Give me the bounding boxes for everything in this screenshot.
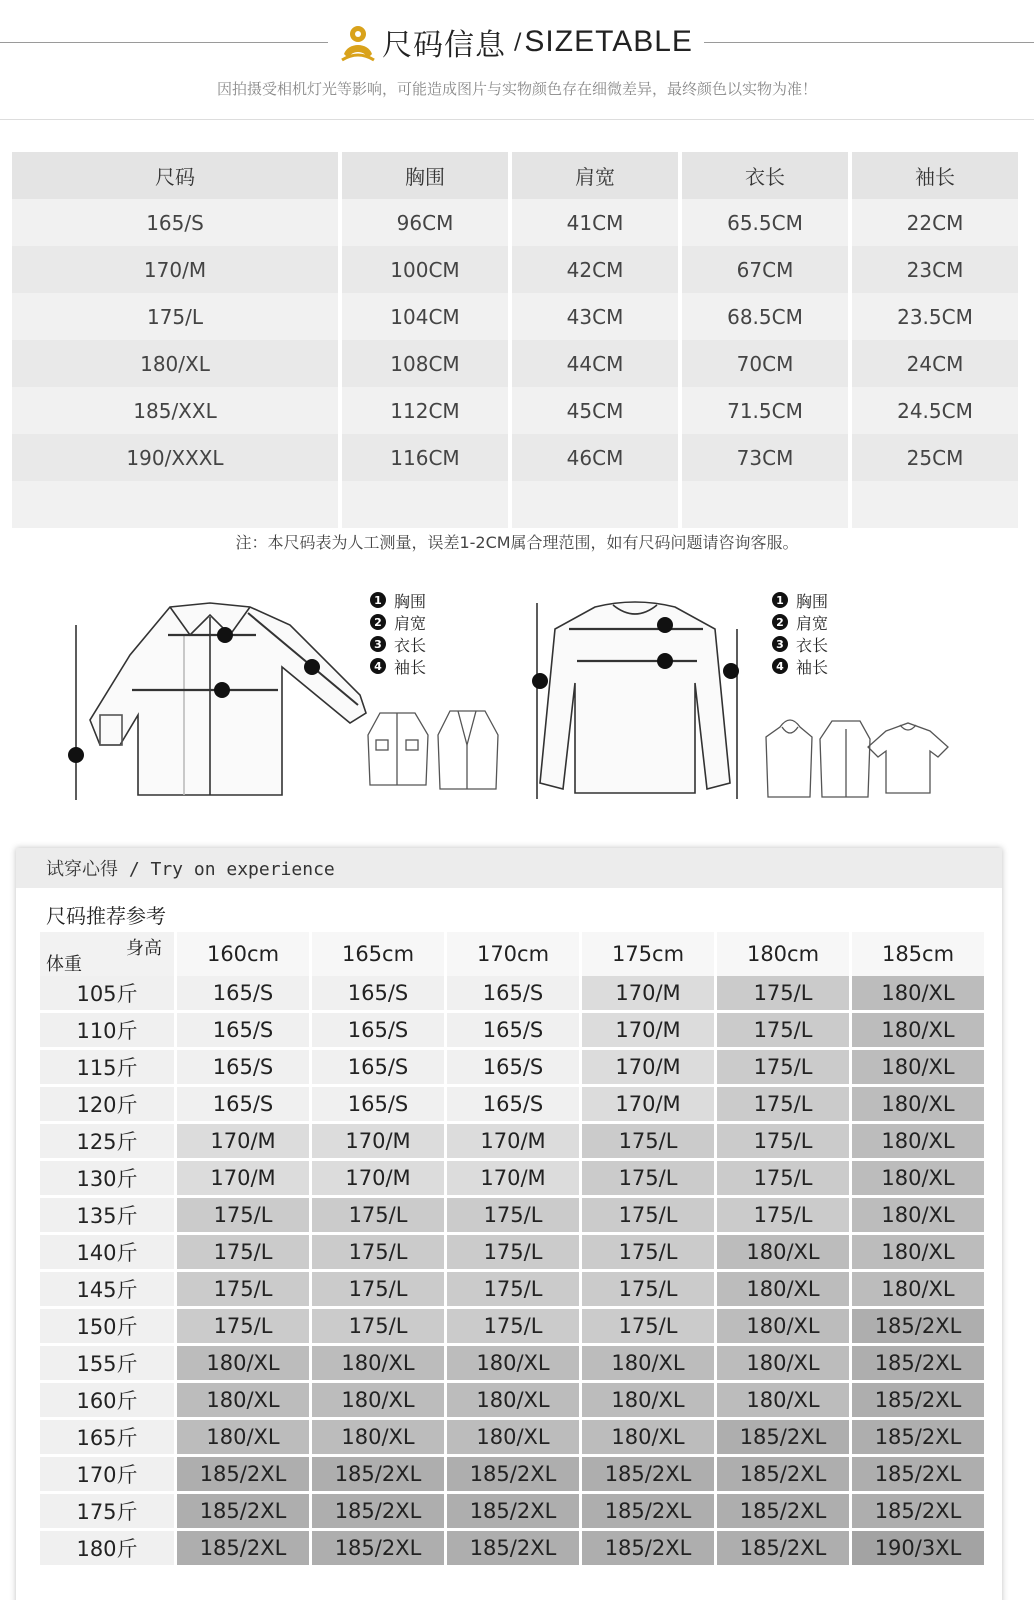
recommendation-subtitle: 尺码推荐参考 (46, 904, 166, 928)
size-cell: 180/XL (852, 1124, 984, 1161)
legend-number: 1 (772, 592, 788, 608)
color-disclaimer: 因拍摄受相机灯光等影响，可能造成图片与实物颜色存在细微差异，最终颜色以实物为准！ (216, 80, 817, 98)
marker-2-icon (657, 617, 673, 633)
size-cell: 185/2XL (177, 1531, 309, 1568)
weight-label: 175斤 (40, 1494, 174, 1531)
jacket-thumbnails-icon (360, 705, 505, 800)
size-cell: 180/XL (312, 1383, 444, 1420)
size-cell: 165/S (177, 1087, 309, 1124)
top-thumbnails-icon (760, 713, 955, 803)
size-cell: 185/2XL (177, 1494, 309, 1531)
size-cell: 185/2XL (312, 1457, 444, 1494)
size-cell: 180/XL (312, 1346, 444, 1383)
size-table-header (12, 152, 1022, 199)
size-cell: 175/L (717, 1050, 849, 1087)
size-cell: 175/L (582, 1161, 714, 1198)
table-row (12, 434, 1022, 481)
size-cell: 175/L (717, 1161, 849, 1198)
size-cell: 185/2XL (852, 1420, 984, 1457)
size-cell: 180/XL (852, 1161, 984, 1198)
size-cell: 175/L (582, 1309, 714, 1346)
size-cell: 180/XL (717, 1383, 849, 1420)
table-row (40, 1124, 982, 1161)
table-cell: 190/XXXL (12, 434, 338, 481)
table-cell: 46CM (512, 434, 678, 481)
size-cell: 180/XL (852, 1198, 984, 1235)
marker-2-icon (217, 627, 233, 643)
table-cell (512, 481, 678, 528)
size-cell: 165/S (447, 1087, 579, 1124)
size-cell: 165/S (177, 976, 309, 1013)
legend-item (772, 633, 828, 655)
size-cell: 175/L (582, 1235, 714, 1272)
legend-number: 3 (772, 636, 788, 652)
table-cell: 185/XXL (12, 387, 338, 434)
size-cell: 175/L (582, 1124, 714, 1161)
legend-number: 2 (370, 614, 386, 630)
height-header: 165cm (312, 932, 444, 976)
size-cell: 185/2XL (582, 1457, 714, 1494)
table-cell: 70CM (682, 340, 848, 387)
legend-item (772, 611, 828, 633)
legend-item (370, 611, 426, 633)
size-cell: 180/XL (852, 1050, 984, 1087)
size-cell: 180/XL (852, 1087, 984, 1124)
size-recommendation-card (16, 848, 1002, 1600)
legend-label: 肩宽 (796, 613, 829, 633)
size-cell: 185/2XL (717, 1420, 849, 1457)
table-row (40, 1087, 982, 1124)
size-cell: 175/L (447, 1198, 579, 1235)
size-table (12, 152, 1022, 528)
size-cell: 170/M (177, 1161, 309, 1198)
table-cell: 65.5CM (682, 199, 848, 246)
size-cell: 180/XL (717, 1272, 849, 1309)
table-cell: 67CM (682, 246, 848, 293)
size-cell: 165/S (447, 1013, 579, 1050)
table-cell: 23.5CM (852, 293, 1018, 340)
size-cell: 185/2XL (852, 1457, 984, 1494)
try-on-header: 试穿心得 / Try on experience (16, 848, 1002, 888)
table-cell: 116CM (342, 434, 508, 481)
size-cell: 185/2XL (312, 1531, 444, 1568)
table-cell (342, 481, 508, 528)
size-cell: 180/XL (717, 1309, 849, 1346)
legend-label: 胸围 (796, 591, 829, 611)
weight-label: 130斤 (40, 1161, 174, 1198)
size-cell: 185/2XL (717, 1494, 849, 1531)
table-cell (12, 481, 338, 528)
size-cell: 185/2XL (447, 1457, 579, 1494)
weight-label: 105斤 (40, 976, 174, 1013)
legend-item (370, 655, 426, 677)
height-header: 160cm (177, 932, 309, 976)
column-header: 胸围 (342, 152, 508, 199)
brand-logo-icon (338, 20, 378, 64)
column-header: 肩宽 (512, 152, 678, 199)
size-cell: 180/XL (447, 1420, 579, 1457)
measurement-diagram (0, 585, 1034, 820)
size-cell: 170/M (447, 1161, 579, 1198)
size-cell: 165/S (447, 976, 579, 1013)
size-cell: 180/XL (717, 1235, 849, 1272)
header-title (338, 18, 698, 66)
size-cell: 185/2XL (852, 1494, 984, 1531)
legend-number: 3 (370, 636, 386, 652)
weight-label: 160斤 (40, 1383, 174, 1420)
size-cell: 170/M (177, 1124, 309, 1161)
size-cell: 175/L (177, 1235, 309, 1272)
header-rule-right (704, 42, 1034, 43)
table-row-empty (12, 481, 1022, 528)
size-cell: 175/L (447, 1235, 579, 1272)
legend-item (370, 633, 426, 655)
size-cell: 185/2XL (447, 1531, 579, 1568)
marker-3-icon (68, 747, 84, 763)
table-row (40, 1531, 982, 1568)
size-cell: 175/L (717, 1124, 849, 1161)
size-cell: 175/L (177, 1198, 309, 1235)
grid-corner (40, 932, 174, 976)
table-row (40, 1198, 982, 1235)
size-cell: 180/XL (582, 1420, 714, 1457)
table-cell: 25CM (852, 434, 1018, 481)
size-cell: 170/M (582, 1087, 714, 1124)
height-axis-label: 身高 (126, 938, 162, 959)
legend-number: 4 (772, 658, 788, 674)
table-row (40, 1235, 982, 1272)
size-cell: 185/2XL (177, 1457, 309, 1494)
table-row (40, 976, 982, 1013)
size-cell: 170/M (582, 1050, 714, 1087)
table-cell: 165/S (12, 199, 338, 246)
table-cell: 23CM (852, 246, 1018, 293)
table-cell: 96CM (342, 199, 508, 246)
legend-left (370, 589, 426, 677)
size-cell: 185/2XL (717, 1531, 849, 1568)
table-row (12, 199, 1022, 246)
size-cell: 175/L (177, 1309, 309, 1346)
table-row (12, 340, 1022, 387)
table-cell: 175/L (12, 293, 338, 340)
size-cell: 165/S (312, 976, 444, 1013)
weight-label: 145斤 (40, 1272, 174, 1309)
table-row (40, 1420, 982, 1457)
size-cell: 185/2XL (852, 1309, 984, 1346)
legend-number: 4 (370, 658, 386, 674)
size-cell: 185/2XL (582, 1531, 714, 1568)
height-header: 185cm (852, 932, 984, 976)
table-cell (682, 481, 848, 528)
marker-4-icon (723, 663, 739, 679)
weight-label: 140斤 (40, 1235, 174, 1272)
table-cell: 104CM (342, 293, 508, 340)
size-cell: 175/L (447, 1272, 579, 1309)
size-cell: 170/M (312, 1161, 444, 1198)
table-row (40, 1050, 982, 1087)
weight-label: 180斤 (40, 1531, 174, 1568)
size-cell: 165/S (312, 1013, 444, 1050)
size-cell: 175/L (447, 1309, 579, 1346)
header-title-cn: 尺码信息 (382, 28, 506, 63)
size-cell: 185/2XL (852, 1383, 984, 1420)
marker-3-icon (532, 673, 548, 689)
size-cell: 170/M (447, 1124, 579, 1161)
table-cell: 22CM (852, 199, 1018, 246)
table-row (40, 1309, 982, 1346)
table-row (40, 1494, 982, 1531)
table-cell: 68.5CM (682, 293, 848, 340)
size-cell: 175/L (312, 1272, 444, 1309)
shirt-illustration (60, 595, 370, 810)
table-row (40, 1272, 982, 1309)
column-header: 衣长 (682, 152, 848, 199)
marker-1-icon (214, 682, 230, 698)
size-cell: 180/XL (177, 1383, 309, 1420)
table-cell: 73CM (682, 434, 848, 481)
legend-number: 2 (772, 614, 788, 630)
legend-label: 衣长 (394, 635, 427, 655)
table-row (12, 246, 1022, 293)
size-cell: 165/S (177, 1050, 309, 1087)
size-cell: 180/XL (177, 1420, 309, 1457)
size-cell: 180/XL (717, 1346, 849, 1383)
size-cell: 175/L (717, 1198, 849, 1235)
weight-label: 170斤 (40, 1457, 174, 1494)
size-cell: 180/XL (312, 1420, 444, 1457)
height-header: 180cm (717, 932, 849, 976)
size-cell: 175/L (312, 1235, 444, 1272)
table-row (40, 1013, 982, 1050)
marker-1-icon (657, 653, 673, 669)
size-cell: 170/M (582, 1013, 714, 1050)
height-header-row (40, 932, 982, 976)
table-row (40, 1383, 982, 1420)
legend-item (772, 655, 828, 677)
weight-label: 125斤 (40, 1124, 174, 1161)
weight-label: 115斤 (40, 1050, 174, 1087)
table-cell: 24CM (852, 340, 1018, 387)
table-cell: 42CM (512, 246, 678, 293)
table-cell: 24.5CM (852, 387, 1018, 434)
weight-label: 155斤 (40, 1346, 174, 1383)
size-cell: 180/XL (447, 1346, 579, 1383)
table-row (12, 387, 1022, 434)
table-cell: 180/XL (12, 340, 338, 387)
weight-label: 135斤 (40, 1198, 174, 1235)
table-cell: 43CM (512, 293, 678, 340)
header-title-en: SIZETABLE (524, 25, 693, 58)
legend-label: 袖长 (796, 657, 829, 677)
size-cell: 180/XL (852, 976, 984, 1013)
sweater-illustration (525, 593, 755, 808)
legend-right (772, 589, 828, 677)
weight-axis-label: 体重 (46, 954, 82, 975)
size-cell: 175/L (582, 1272, 714, 1309)
legend-label: 袖长 (394, 657, 427, 677)
weight-label: 120斤 (40, 1087, 174, 1124)
size-cell: 175/L (312, 1198, 444, 1235)
measurement-footnote: 注：本尺码表为人工测量，误差1-2CM属合理范围，如有尺码问题请咨询客服。 (235, 533, 799, 552)
size-cell: 175/L (177, 1272, 309, 1309)
table-row (40, 1457, 982, 1494)
size-cell: 165/S (312, 1050, 444, 1087)
legend-label: 衣长 (796, 635, 829, 655)
size-cell: 180/XL (582, 1346, 714, 1383)
header-rule-left (0, 42, 328, 43)
size-cell: 175/L (717, 1013, 849, 1050)
recommendation-grid (40, 932, 982, 1568)
weight-label: 110斤 (40, 1013, 174, 1050)
table-cell: 44CM (512, 340, 678, 387)
size-cell: 175/L (717, 976, 849, 1013)
size-cell: 180/XL (582, 1383, 714, 1420)
size-cell: 180/XL (447, 1383, 579, 1420)
table-cell (852, 481, 1018, 528)
size-cell: 175/L (312, 1309, 444, 1346)
weight-label: 165斤 (40, 1420, 174, 1457)
size-cell: 170/M (312, 1124, 444, 1161)
table-cell: 112CM (342, 387, 508, 434)
table-cell: 45CM (512, 387, 678, 434)
marker-4-icon (304, 659, 320, 675)
size-cell: 185/2XL (852, 1346, 984, 1383)
size-cell: 175/L (717, 1087, 849, 1124)
table-cell: 71.5CM (682, 387, 848, 434)
table-row (40, 1161, 982, 1198)
size-cell: 185/2XL (447, 1494, 579, 1531)
size-cell: 165/S (312, 1087, 444, 1124)
weight-label: 150斤 (40, 1309, 174, 1346)
column-header: 袖长 (852, 152, 1018, 199)
legend-item (370, 589, 426, 611)
legend-item (772, 589, 828, 611)
column-header: 尺码 (12, 152, 338, 199)
size-cell: 165/S (177, 1013, 309, 1050)
legend-number: 1 (370, 592, 386, 608)
size-cell: 180/XL (852, 1272, 984, 1309)
size-cell: 185/2XL (717, 1457, 849, 1494)
size-cell: 180/XL (852, 1013, 984, 1050)
header-title-separator: / (514, 29, 522, 55)
table-row (40, 1346, 982, 1383)
size-cell: 170/M (582, 976, 714, 1013)
header-divider (0, 119, 1034, 120)
legend-label: 肩宽 (394, 613, 427, 633)
size-cell: 185/2XL (312, 1494, 444, 1531)
size-cell: 175/L (582, 1198, 714, 1235)
height-header: 175cm (582, 932, 714, 976)
size-cell: 190/3XL (852, 1531, 984, 1568)
height-header: 170cm (447, 932, 579, 976)
table-cell: 108CM (342, 340, 508, 387)
size-cell: 180/XL (852, 1235, 984, 1272)
table-cell: 100CM (342, 246, 508, 293)
size-cell: 185/2XL (582, 1494, 714, 1531)
table-cell: 41CM (512, 199, 678, 246)
table-row (12, 293, 1022, 340)
legend-label: 胸围 (394, 591, 427, 611)
size-cell: 165/S (447, 1050, 579, 1087)
size-cell: 180/XL (177, 1346, 309, 1383)
table-cell: 170/M (12, 246, 338, 293)
